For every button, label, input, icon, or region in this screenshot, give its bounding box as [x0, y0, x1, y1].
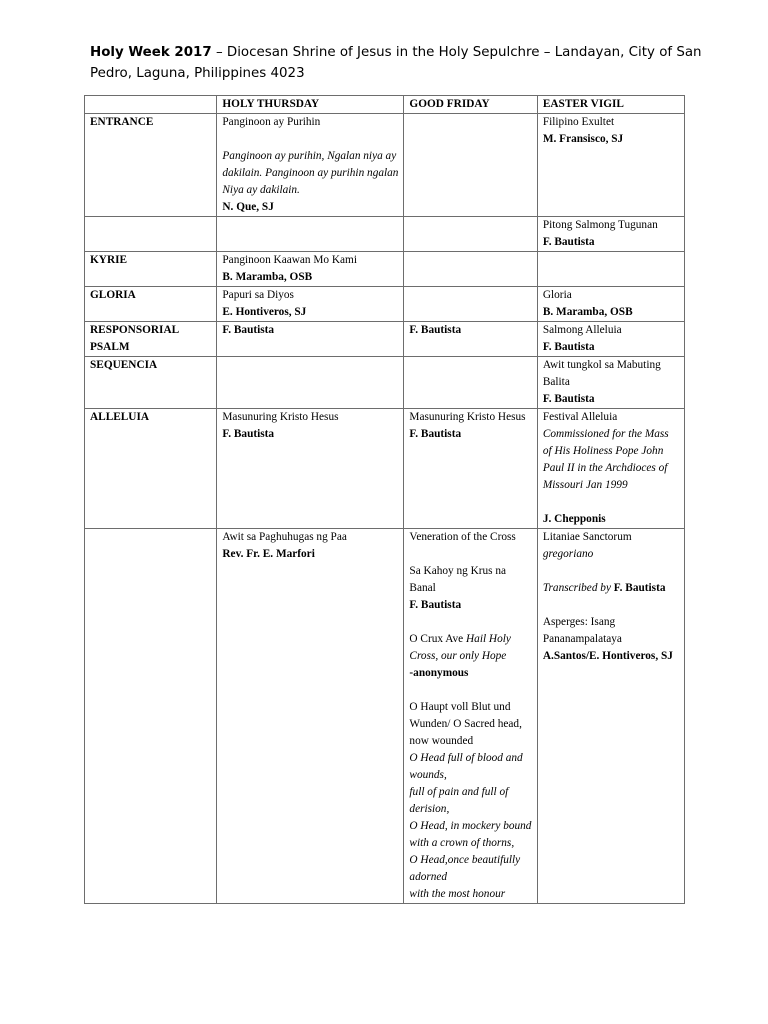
cell-vigil: [537, 252, 684, 287]
cell-thursday: [217, 529, 404, 904]
song-composer: N. Que, SJ: [222, 201, 274, 213]
cell-thursday: [217, 409, 404, 529]
song-composer: E. Hontiveros, SJ: [222, 306, 307, 318]
song-verse-line: O Head, in mockery bound: [409, 820, 532, 832]
song-title: Pitong Salmong Tugunan: [542, 219, 658, 231]
cell-friday: [404, 529, 537, 904]
cell-vigil: [537, 322, 684, 357]
cell-thursday: [217, 217, 404, 252]
cell-vigil: [537, 217, 684, 252]
song-title: Asperges: Isang Pananampalataya: [542, 616, 622, 645]
table-row: [85, 287, 685, 322]
table-row: [85, 217, 685, 252]
cell-vigil: [537, 114, 684, 217]
cell-friday: [404, 252, 537, 287]
song-title: Gloria: [542, 289, 572, 301]
song-composer: F. Bautista: [542, 341, 595, 353]
row-label-gloria: GLORIA: [85, 287, 217, 322]
song-note: Commissioned for the Mass of His Holiness Pope John Paul II in the Archdioces of Missouri Jan 1999: [542, 428, 669, 491]
table-row: [85, 529, 685, 904]
song-composer: F. Bautista: [409, 428, 462, 440]
music-schedule-table: [84, 95, 685, 904]
header-cell-blank: [85, 96, 217, 114]
song-composer: F. Bautista: [409, 324, 462, 336]
heading-title: Holy Week 2017: [90, 45, 212, 60]
song-verse-line: O Head full of blood and wounds,: [409, 752, 523, 781]
song-title: Veneration of the Cross: [409, 531, 516, 543]
table-row: [85, 322, 685, 357]
song-title: Filipino Exultet: [542, 116, 615, 128]
song-title: Masunuring Kristo Hesus: [409, 411, 526, 423]
song-translation: Hail Holy Cross, our only Hope: [409, 633, 511, 662]
table-header-row: [85, 96, 685, 114]
song-title: Awit tungkol sa Mabuting Balita: [542, 359, 661, 388]
cell-vigil: [537, 287, 684, 322]
cell-vigil: [537, 357, 684, 409]
row-label-kyrie: KYRIE: [85, 252, 217, 287]
cell-friday: [404, 357, 537, 409]
cell-friday: [404, 409, 537, 529]
song-title: Panginoon Kaawan Mo Kami: [222, 254, 357, 266]
row-label-blank: [85, 529, 217, 904]
song-title: Sa Kahoy ng Krus na Banal: [409, 565, 507, 594]
song-title: O Haupt voll Blut und Wunden/ O Sacred head, now wounded: [409, 701, 522, 747]
song-title: Panginoon ay Purihin: [222, 116, 321, 128]
song-composer: F. Bautista: [542, 236, 595, 248]
song-title: Papuri sa Diyos: [222, 289, 294, 301]
song-composer: B. Maramba, OSB: [542, 306, 633, 318]
cell-thursday: [217, 322, 404, 357]
table-row: [85, 114, 685, 217]
table-row: [85, 252, 685, 287]
song-title: Masunuring Kristo Hesus: [222, 411, 339, 423]
cell-friday: [404, 287, 537, 322]
song-composer: F. Bautista: [409, 599, 462, 611]
row-label-sequencia: SEQUENCIA: [85, 357, 217, 409]
song-verse-line: O Head,once beautifully adorned: [409, 854, 521, 883]
song-composer: Rev. Fr. E. Marfori: [222, 548, 315, 560]
cell-friday: [404, 322, 537, 357]
transcribed-by-label: Transcribed by: [542, 582, 611, 594]
cell-vigil: [537, 409, 684, 529]
row-label-responsorial-psalm: RESPONSORIAL PSALM: [85, 322, 217, 357]
song-title: Festival Alleluia: [542, 411, 618, 423]
cell-thursday: [217, 287, 404, 322]
cell-thursday: [217, 357, 404, 409]
header-easter-vigil: EASTER VIGIL: [537, 96, 684, 114]
song-title: Salmong Alleluia: [542, 324, 622, 336]
song-verse-line: with a crown of thorns,: [409, 837, 515, 849]
cell-vigil: [537, 529, 684, 904]
table-row: [85, 357, 685, 409]
song-composer: F. Bautista: [613, 582, 666, 594]
cell-friday: [404, 114, 537, 217]
transcription-credit: [543, 580, 680, 597]
song-composer: M. Fransisco, SJ: [542, 133, 624, 145]
song-composer: A.Santos/E. Hontiveros, SJ: [542, 650, 673, 662]
song-verse-line: with the most honour: [409, 888, 506, 900]
song-composer: -anonymous: [409, 667, 469, 679]
song-title: O Crux Ave: [409, 633, 464, 645]
row-label-alleluia: ALLELUIA: [85, 409, 217, 529]
document-heading: [90, 42, 710, 84]
cell-friday: [404, 217, 537, 252]
row-label-entrance: ENTRANCE: [85, 114, 217, 217]
song-verse-line: full of pain and full of derision,: [409, 786, 509, 815]
song-composer: F. Bautista: [222, 324, 275, 336]
header-holy-thursday: HOLY THURSDAY: [217, 96, 404, 114]
song-title: Litaniae Sanctorum: [542, 531, 632, 543]
song-composer: F. Bautista: [222, 428, 275, 440]
song-composer: B. Maramba, OSB: [222, 271, 313, 283]
table-row: [85, 409, 685, 529]
song-title-with-translation: [409, 631, 532, 665]
song-composer: F. Bautista: [542, 393, 595, 405]
row-label-blank: [85, 217, 217, 252]
song-title: Awit sa Paghuhugas ng Paa: [222, 531, 347, 543]
heading-location: – Diocesan Shrine of Jesus in the Holy Sepulchre – Landayan, City of San Pedro, Laguna, Philippines 4023: [90, 45, 702, 81]
song-style: gregoriano: [542, 548, 594, 560]
header-good-friday: GOOD FRIDAY: [404, 96, 537, 114]
cell-thursday: [217, 252, 404, 287]
song-composer: J. Chepponis: [542, 513, 606, 525]
cell-thursday: [217, 114, 404, 217]
song-lyrics: Panginoon ay purihin, Ngalan niya ay dakilain. Panginoon ay purihin ngalan Niya ay dakilain.: [222, 150, 399, 196]
